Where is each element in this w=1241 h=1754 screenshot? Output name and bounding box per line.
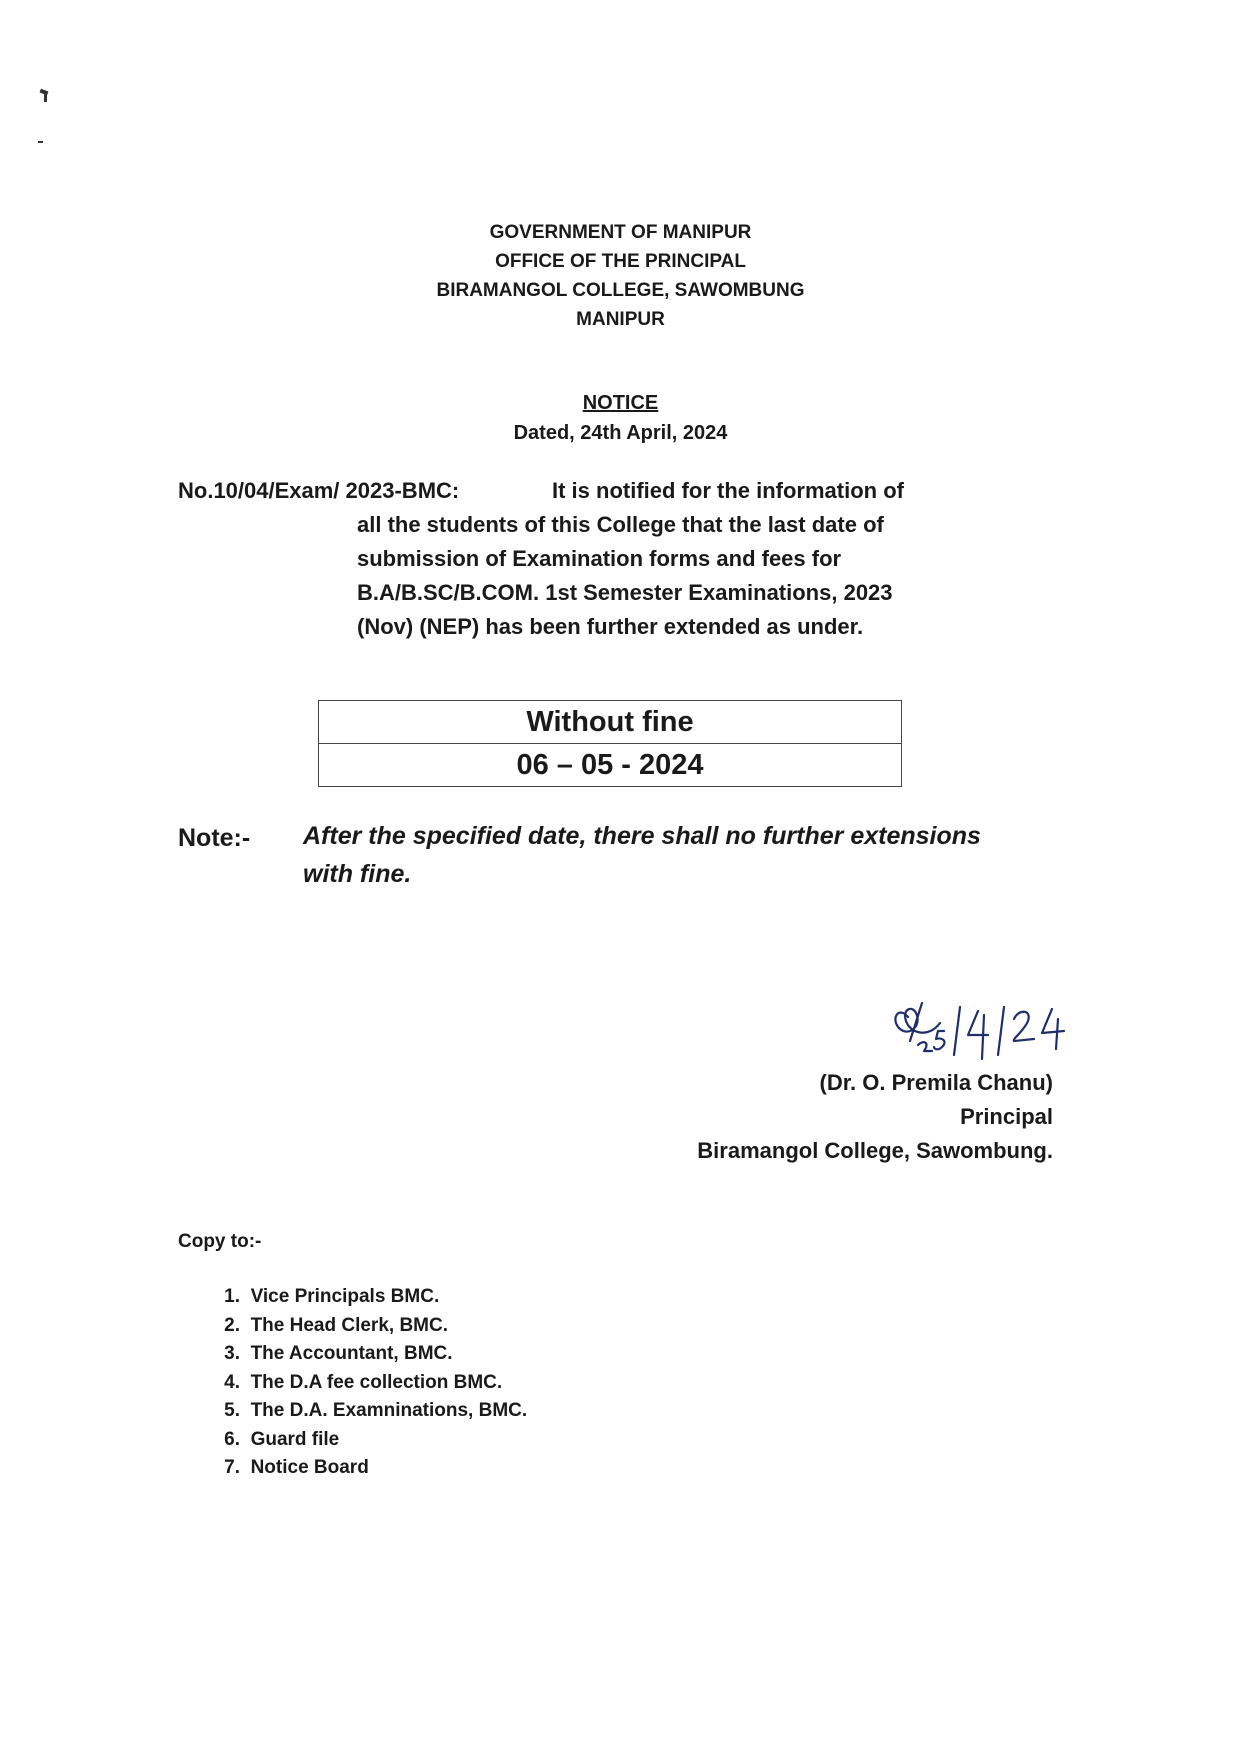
list-number: 4. [224, 1371, 240, 1393]
table-row [319, 701, 902, 744]
list-text: The D.A fee collection BMC. [250, 1371, 503, 1393]
note-text [303, 817, 1083, 893]
list-item [200, 1397, 527, 1426]
signatory-institution: Biramangol College, Sawombung. [697, 1138, 1053, 1163]
list-number: 3. [224, 1343, 240, 1364]
note-line: After the specified date, there shall no further extensions [303, 822, 981, 850]
list-number: 5. [224, 1400, 240, 1421]
list-text: Notice Board [250, 1457, 369, 1478]
body-line: submission of Examination forms and fees for [357, 546, 842, 571]
body-line: all the students of this College that the last date of [357, 512, 884, 537]
list-number: 6. [224, 1428, 240, 1450]
scan-mark [44, 94, 47, 102]
copy-to-label: Copy to:- [178, 1231, 262, 1252]
notice-body [357, 508, 977, 644]
note-line: with fine. [303, 860, 412, 888]
list-number: 2. [224, 1314, 240, 1336]
letterhead-line: OFFICE OF THE PRINCIPAL [495, 251, 746, 272]
list-text: Vice Principals BMC. [250, 1286, 440, 1307]
signatory-name: (Dr. O. Premila Chanu) [819, 1070, 1053, 1095]
list-number: 7. [224, 1457, 240, 1478]
letterhead-line: MANIPUR [576, 309, 665, 330]
table-header-cell: Without fine [319, 701, 902, 744]
scan-mark [38, 141, 43, 143]
list-text: The Head Clerk, BMC. [250, 1314, 448, 1336]
list-text: The Accountant, BMC. [250, 1343, 453, 1364]
list-text: Guard file [250, 1428, 340, 1450]
list-text: The D.A. Examninations, BMC. [250, 1400, 528, 1421]
deadline-table [318, 700, 902, 787]
list-item [200, 1454, 527, 1483]
handwritten-signature [888, 995, 1088, 1065]
list-item [200, 1369, 527, 1398]
letterhead-line: GOVERNMENT OF MANIPUR [489, 222, 752, 243]
letterhead [0, 218, 1241, 334]
list-item [200, 1340, 527, 1369]
list-item [200, 1426, 527, 1455]
list-item [200, 1312, 527, 1341]
note-label: Note:- [178, 824, 251, 852]
body-line: (Nov) (NEP) has been further extended as under. [357, 614, 864, 639]
notice-heading [0, 388, 1241, 448]
deadline-date-cell: 06 – 05 - 2024 [319, 744, 902, 787]
notice-title: NOTICE [582, 392, 659, 414]
list-number: 1. [224, 1286, 240, 1307]
letterhead-line: BIRAMANGOL COLLEGE, SAWOMBUNG [436, 280, 805, 301]
signatory-designation: Principal [960, 1104, 1053, 1129]
list-item [200, 1283, 527, 1312]
signatory-block [697, 1066, 1053, 1168]
body-line: B.A/B.SC/B.COM. 1st Semester Examinations, 2023 [357, 580, 893, 605]
body-first-line: It is notified for the information of [552, 478, 904, 503]
table-row [319, 744, 902, 787]
copy-to-list [200, 1283, 527, 1483]
reference-number: No.10/04/Exam/ 2023-BMC: [178, 478, 460, 503]
reference-line [178, 474, 904, 508]
notice-date: Dated, 24th April, 2024 [513, 422, 728, 444]
